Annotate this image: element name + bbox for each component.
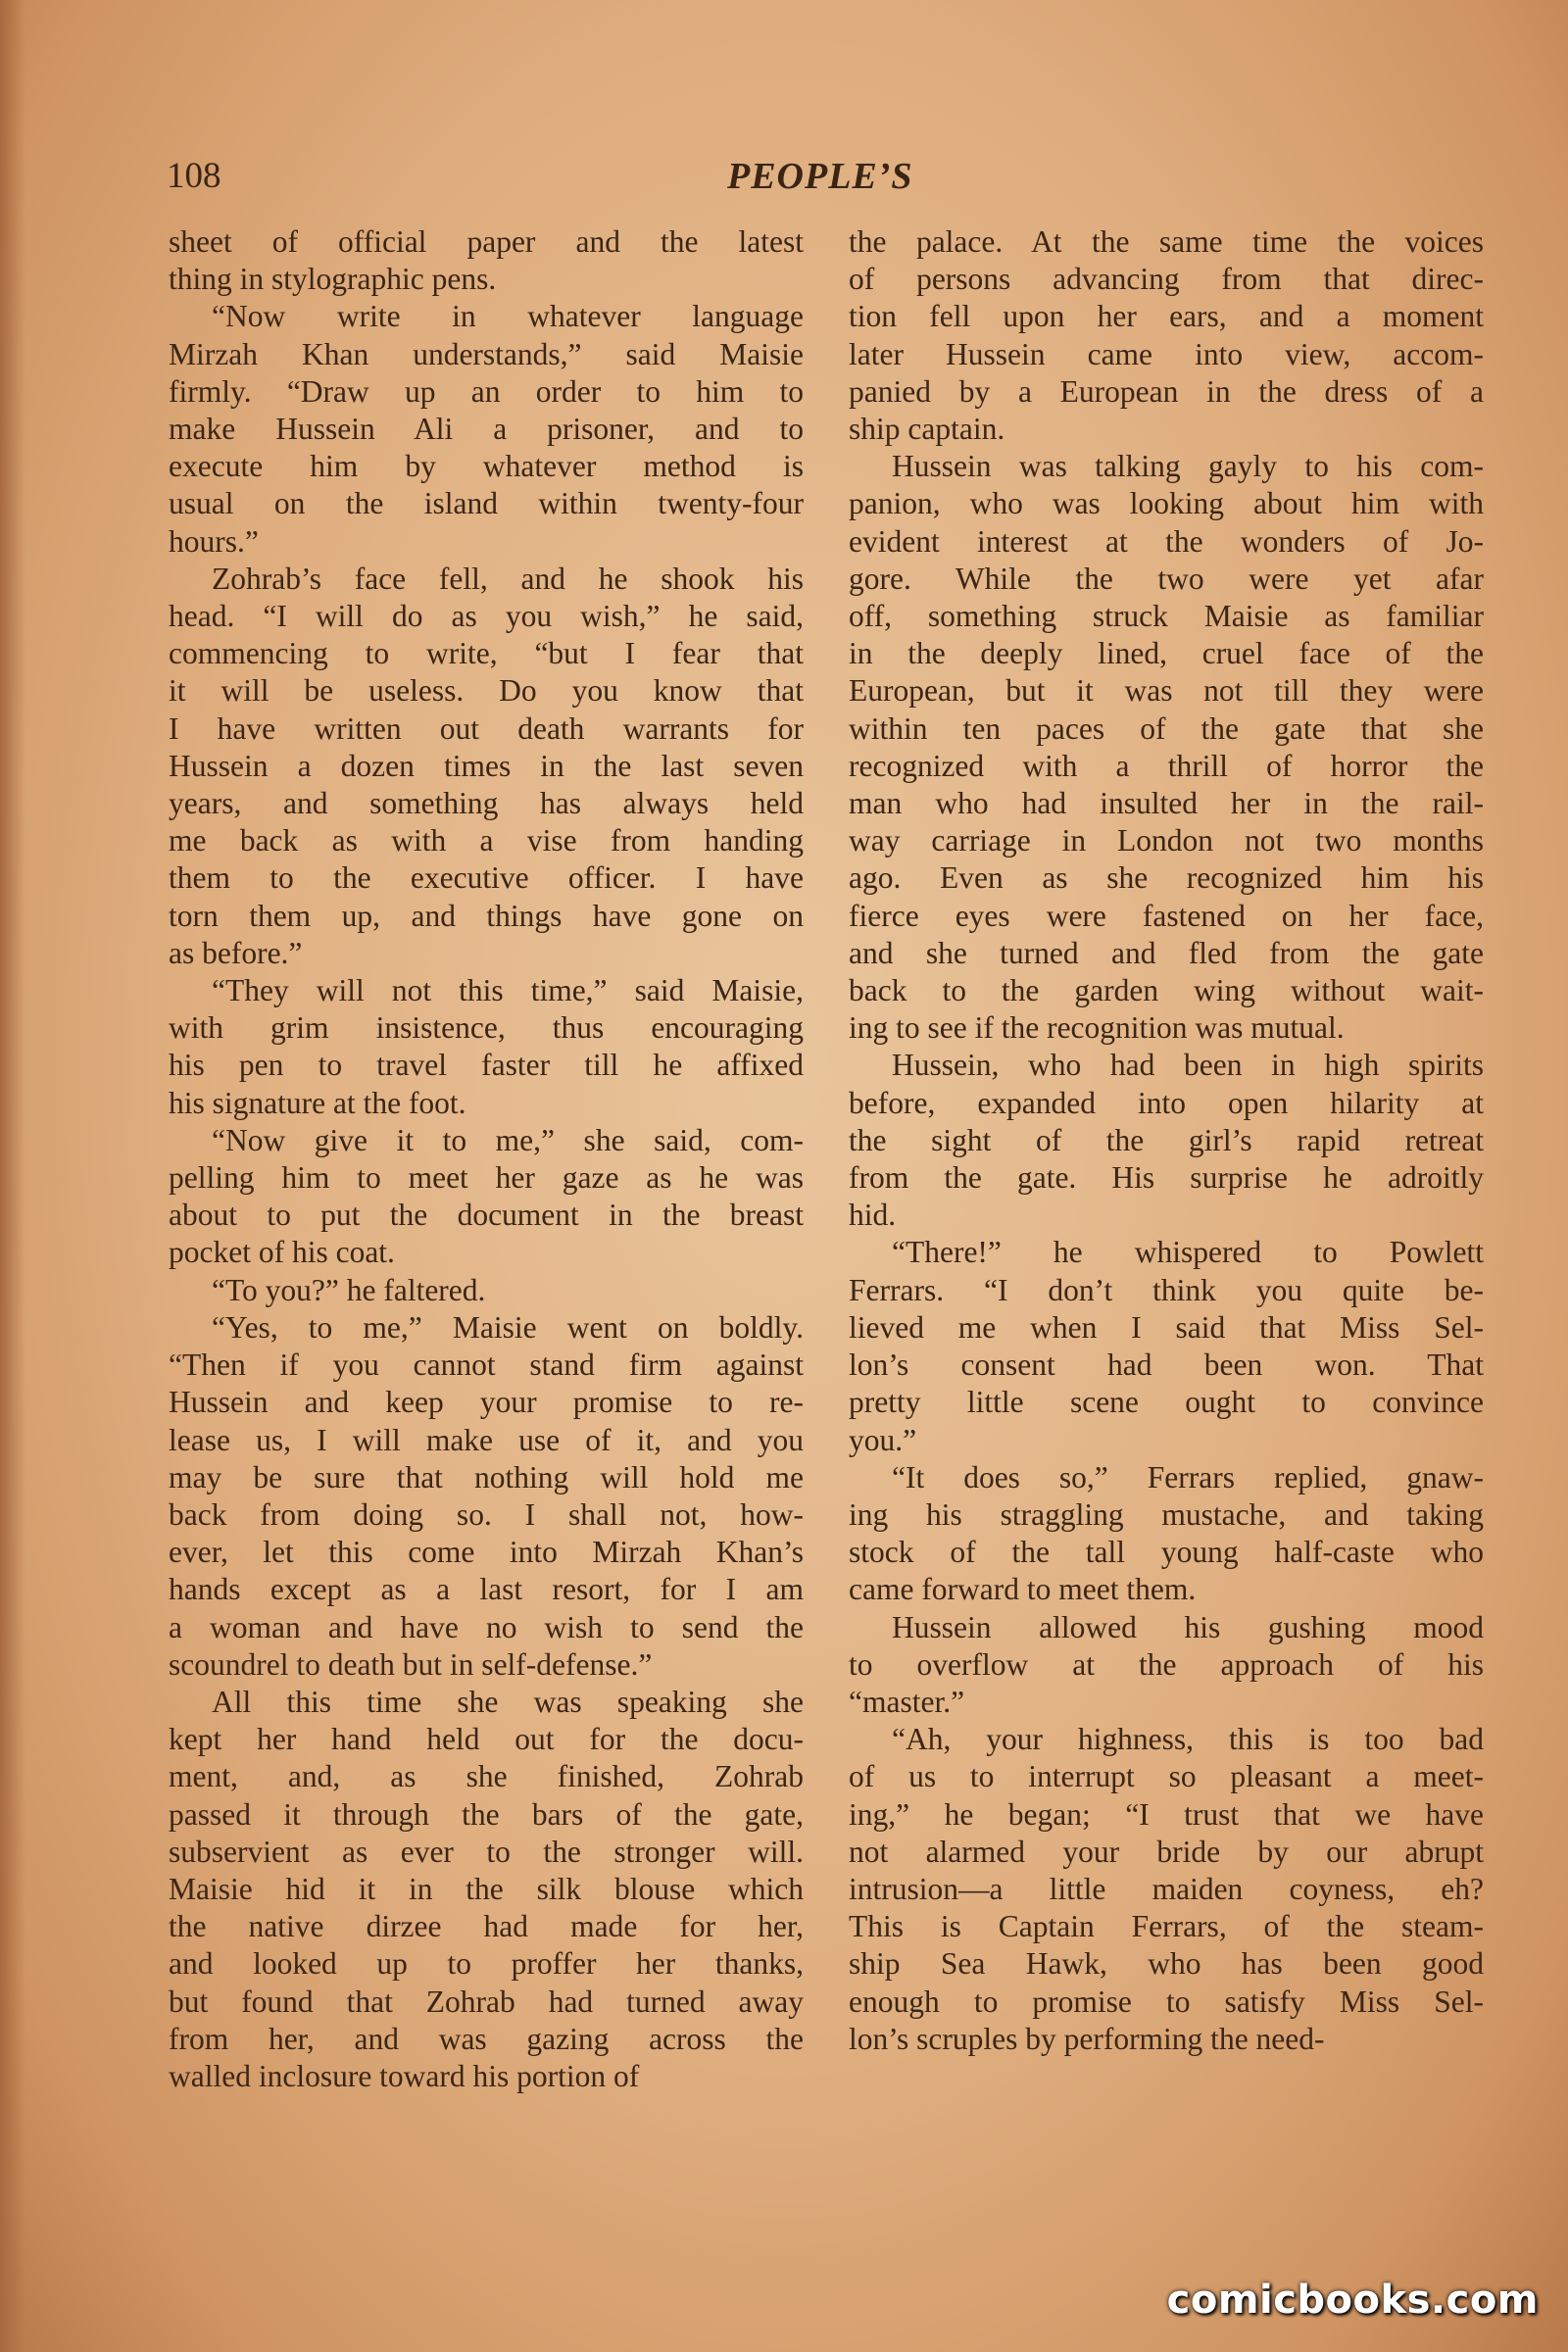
text-line: it will be useless. Do you know that xyxy=(169,673,804,709)
text-line: ment, and, as she finished, Zohrab xyxy=(169,1759,804,1794)
text-line: hours.” xyxy=(169,523,259,559)
text-line: stock of the tall young half-caste who xyxy=(849,1535,1484,1570)
text-line: torn them up, and things have gone on xyxy=(169,898,804,933)
text-line: make Hussein Ali a prisoner, and to xyxy=(169,412,804,447)
text-line: came forward to meet them. xyxy=(849,1572,1197,1607)
text-line: All this time she was speaking she xyxy=(212,1684,804,1719)
text-line: within ten paces of the gate that she xyxy=(849,710,1484,746)
text-line: man who had insulted her in the rail- xyxy=(849,786,1484,821)
text-line: the palace. At the same time the voices xyxy=(849,224,1484,259)
text-line: me back as with a vise from handing xyxy=(169,823,804,858)
text-line: recognized with a thrill of horror the xyxy=(849,748,1484,783)
text-line: and she turned and fled from the gate xyxy=(849,935,1484,970)
text-line: “Ah, your highness, this is too bad xyxy=(892,1722,1484,1757)
paragraph xyxy=(849,1609,1484,1722)
text-line: commencing to write, “but I fear that xyxy=(169,636,804,671)
text-line: fierce eyes were fastened on her face, xyxy=(849,898,1484,933)
text-line: gore. While the two were yet afar xyxy=(849,561,1484,596)
text-line: about to put the document in the breast xyxy=(169,1198,804,1233)
text-line: Mirzah Khan understands,” said Maisie xyxy=(169,336,804,371)
text-line: usual on the island within twenty-four xyxy=(169,486,804,521)
text-line: firmly. “Draw up an order to him to xyxy=(169,373,804,409)
text-line: ing,” he began; “I trust that we have xyxy=(849,1796,1484,1832)
text-line: later Hussein came into view, accom- xyxy=(849,336,1484,371)
text-line: you.” xyxy=(849,1422,917,1457)
text-line: evident interest at the wonders of Jo- xyxy=(849,523,1484,559)
text-line: from her, and was gazing across the xyxy=(169,2021,804,2056)
text-line: “It does so,” Ferrars replied, gnaw- xyxy=(892,1459,1484,1494)
text-line: hid. xyxy=(849,1198,897,1233)
text-line: a woman and have no wish to send the xyxy=(169,1609,804,1644)
text-line: way carriage in London not two months xyxy=(849,823,1484,858)
text-line: “Now give it to me,” she said, com- xyxy=(212,1122,804,1157)
text-line: the native dirzee had made for her, xyxy=(169,1909,804,1944)
page-number: 108 xyxy=(167,156,221,196)
right-text-column xyxy=(849,223,1484,2058)
text-line: back from doing so. I shall not, how- xyxy=(169,1496,804,1532)
text-line: Zohrab’s face fell, and he shook his xyxy=(212,561,804,596)
paragraph xyxy=(849,448,1484,1047)
paragraph xyxy=(169,298,804,560)
text-line: European, but it was not till they were xyxy=(849,673,1484,709)
text-line: “There!” he whispered to Powlett xyxy=(892,1235,1484,1270)
text-line: Ferrars. “I don’t think you quite be- xyxy=(849,1272,1484,1307)
text-line: his signature at the foot. xyxy=(169,1085,466,1120)
text-line: This is Captain Ferrars, of the steam- xyxy=(849,1909,1484,1944)
text-line: panion, who was looking about him with xyxy=(849,486,1484,521)
text-line: ever, let this come into Mirzah Khan’s xyxy=(169,1535,804,1570)
text-line: years, and something has always held xyxy=(169,786,804,821)
paragraph xyxy=(169,1122,804,1272)
text-line: pelling him to meet her gaze as he was xyxy=(169,1160,804,1196)
text-line: “master.” xyxy=(849,1684,965,1719)
text-line: off, something struck Maisie as familiar xyxy=(849,599,1484,634)
text-line: ago. Even as she recognized him his xyxy=(849,860,1484,896)
text-line: panied by a European in the dress of a xyxy=(849,373,1484,409)
paragraph xyxy=(849,1047,1484,1234)
text-line: passed it through the bars of the gate, xyxy=(169,1796,804,1832)
left-text-column xyxy=(169,223,804,2095)
text-line: ship captain. xyxy=(849,412,1005,447)
text-line: “Yes, to me,” Maisie went on boldly. xyxy=(212,1309,804,1345)
text-line: execute him by whatever method is xyxy=(169,449,804,484)
paragraph xyxy=(849,1721,1484,2058)
text-line: “Now write in whatever language xyxy=(212,299,804,334)
text-line: of us to interrupt so pleasant a meet- xyxy=(849,1759,1484,1794)
text-line: with grim insistence, thus encouraging xyxy=(169,1010,804,1046)
text-line: in the deeply lined, cruel face of the xyxy=(849,636,1484,671)
text-line: may be sure that nothing will hold me xyxy=(169,1459,804,1494)
text-line: tion fell upon her ears, and a moment xyxy=(849,299,1484,334)
text-line: Hussein a dozen times in the last seven xyxy=(169,748,804,783)
text-line: Hussein allowed his gushing mood xyxy=(892,1609,1484,1644)
text-line: “To you?” he faltered. xyxy=(212,1272,486,1307)
paragraph xyxy=(849,223,1484,448)
text-line: subservient as ever to the stronger will. xyxy=(169,1834,804,1869)
text-line: pretty little scene ought to convince xyxy=(849,1385,1484,1420)
paragraph xyxy=(849,1234,1484,1458)
text-line: from the gate. His surprise he adroitly xyxy=(849,1160,1484,1196)
text-line: before, expanded into open hilarity at xyxy=(849,1085,1484,1120)
paragraph xyxy=(169,1684,804,2095)
running-head: PEOPLE’S xyxy=(727,156,913,197)
paragraph xyxy=(849,1459,1484,1609)
text-line: ing to see if the recognition was mutual. xyxy=(849,1010,1345,1046)
text-line: lon’s scruples by performing the need- xyxy=(849,2021,1325,2056)
text-line: enough to promise to satisfy Miss Sel- xyxy=(849,1984,1484,2019)
text-line: Hussein and keep your promise to re- xyxy=(169,1385,804,1420)
page-edge-shadow xyxy=(0,0,25,2352)
site-watermark: comicbooks.com xyxy=(1166,2278,1539,2323)
text-line: but found that Zohrab had turned away xyxy=(169,1984,804,2019)
paragraph xyxy=(169,561,804,972)
text-line: I have written out death warrants for xyxy=(169,710,804,746)
text-line: lease us, I will make use of it, and you xyxy=(169,1422,804,1457)
paragraph xyxy=(169,1272,804,1309)
text-line: lieved me when I said that Miss Sel- xyxy=(849,1309,1484,1345)
text-line: sheet of official paper and the latest xyxy=(169,224,804,259)
text-line: pocket of his coat. xyxy=(169,1235,395,1270)
text-line: lon’s consent had been won. That xyxy=(849,1348,1484,1383)
text-line: of persons advancing from that direc- xyxy=(849,262,1484,297)
text-line: them to the executive officer. I have xyxy=(169,860,804,896)
text-line: not alarmed your bride by our abrupt xyxy=(849,1834,1484,1869)
text-line: Hussein was talking gayly to his com- xyxy=(892,449,1484,484)
paragraph xyxy=(169,972,804,1122)
page-header xyxy=(167,155,1485,204)
paragraph xyxy=(169,1309,804,1684)
text-line: the sight of the girl’s rapid retreat xyxy=(849,1122,1484,1157)
text-line: Hussein, who had been in high spirits xyxy=(892,1048,1484,1083)
text-line: head. “I will do as you wish,” he said, xyxy=(169,599,804,634)
text-line: hands except as a last resort, for I am xyxy=(169,1572,804,1607)
text-line: to overflow at the approach of his xyxy=(849,1646,1484,1682)
text-line: kept her hand held out for the docu- xyxy=(169,1722,804,1757)
text-line: ship Sea Hawk, who has been good xyxy=(849,1946,1484,1982)
text-line: “Then if you cannot stand firm against xyxy=(169,1348,804,1383)
text-line: intrusion—a little maiden coyness, eh? xyxy=(849,1871,1484,1906)
text-line: his pen to travel faster till he affixed xyxy=(169,1048,804,1083)
text-line: scoundrel to death but in self-defense.” xyxy=(169,1646,653,1682)
text-line: as before.” xyxy=(169,935,303,970)
text-line: and looked up to proffer her thanks, xyxy=(169,1946,804,1982)
text-line: walled inclosure toward his portion of xyxy=(169,2058,640,2093)
text-line: thing in stylographic pens. xyxy=(169,262,497,297)
text-line: ing his straggling mustache, and taking xyxy=(849,1496,1484,1532)
paragraph xyxy=(169,223,804,298)
text-line: Maisie hid it in the silk blouse which xyxy=(169,1871,804,1906)
text-line: back to the garden wing without wait- xyxy=(849,973,1484,1008)
text-line: “They will not this time,” said Maisie, xyxy=(212,973,804,1008)
